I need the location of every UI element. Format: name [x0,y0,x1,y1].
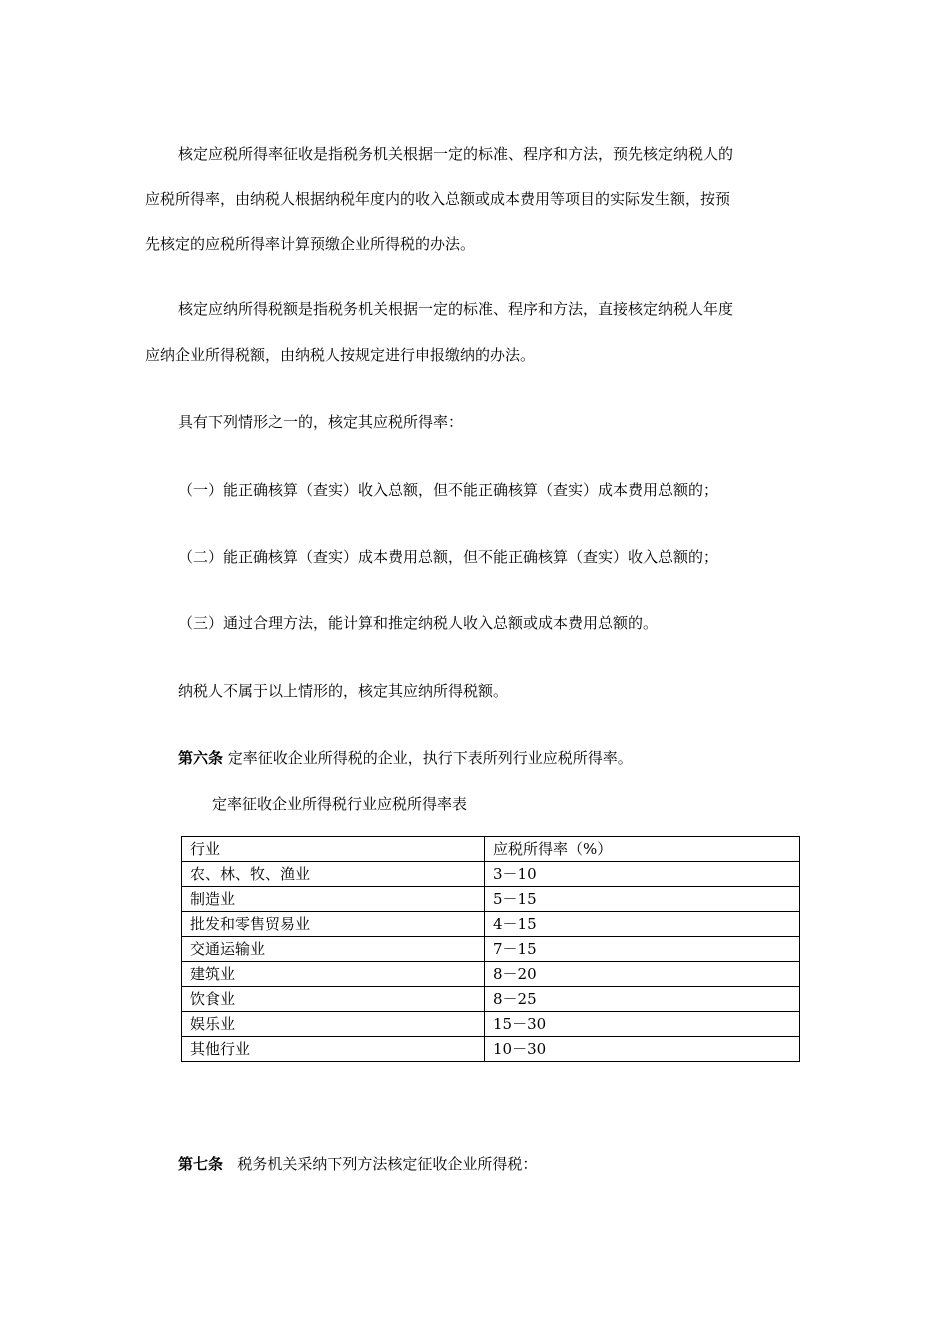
paragraph-3: 具有下列情形之一的，核定其应税所得率： [178,413,464,431]
table-row [182,862,800,887]
industry-cell: 建筑业 [182,962,485,987]
list-item-3: （三）通过合理方法，能计算和推定纳税人收入总额或成本费用总额的。 [178,614,659,632]
paragraph-4: 纳税人不属于以上情形的，核定其应纳所得税额。 [178,682,509,700]
rate-cell: 15－30 [485,1012,800,1037]
list-item-2: （二）能正确核算（查实）成本费用总额，但不能正确核算（查实）收入总额的； [178,548,719,566]
rate-cell: 7－15 [485,937,800,962]
table-row [182,962,800,987]
table-header-row [182,837,800,862]
header-industry: 行业 [182,837,485,862]
rate-cell: 8－20 [485,962,800,987]
rate-table [181,836,800,1062]
article-6-label: 第六条 [178,749,224,767]
industry-cell: 饮食业 [182,987,485,1012]
table-row [182,1012,800,1037]
industry-cell: 其他行业 [182,1037,485,1062]
table-caption: 定率征收企业所得税行业应税所得率表 [212,795,468,813]
paragraph-1-line-1: 核定应税所得率征收是指税务机关根据一定的标准、程序和方法，预先核定纳税人的 [178,145,734,163]
industry-cell: 农、林、牧、渔业 [182,862,485,887]
article-6 [178,751,838,766]
paragraph-2-line-1: 核定应纳所得税额是指税务机关根据一定的标准、程序和方法，直接核定纳税人年度 [178,300,734,318]
industry-cell: 制造业 [182,887,485,912]
table-row [182,912,800,937]
industry-cell: 交通运输业 [182,937,485,962]
table-row [182,987,800,1012]
paragraph-1-line-2: 应税所得率，由纳税人根据纳税年度内的收入总额或成本费用等项目的实际发生额，按预 [145,190,731,208]
list-item-1: （一）能正确核算（查实）收入总额，但不能正确核算（查实）成本费用总额的； [178,481,719,499]
rate-cell: 3－10 [485,862,800,887]
article-7-label: 第七条 [178,1155,224,1173]
rate-cell: 5－15 [485,887,800,912]
industry-cell: 批发和零售贸易业 [182,912,485,937]
rate-cell: 10－30 [485,1037,800,1062]
table-row [182,937,800,962]
paragraph-2-line-2: 应纳企业所得税额，由纳税人按规定进行申报缴纳的办法。 [145,346,536,364]
table-row [182,1037,800,1062]
article-7-text: 税务机关采纳下列方法核定征收企业所得税： [237,1155,538,1173]
rate-cell: 8－25 [485,987,800,1012]
article-6-text: 定率征收企业所得税的企业，执行下表所列行业应税所得率。 [227,749,633,767]
rate-cell: 4－15 [485,912,800,937]
industry-cell: 娱乐业 [182,1012,485,1037]
table-row [182,887,800,912]
article-7 [178,1157,838,1172]
header-rate: 应税所得率（%） [485,837,800,862]
paragraph-1-line-3: 先核定的应税所得率计算预缴企业所得税的办法。 [145,235,476,253]
